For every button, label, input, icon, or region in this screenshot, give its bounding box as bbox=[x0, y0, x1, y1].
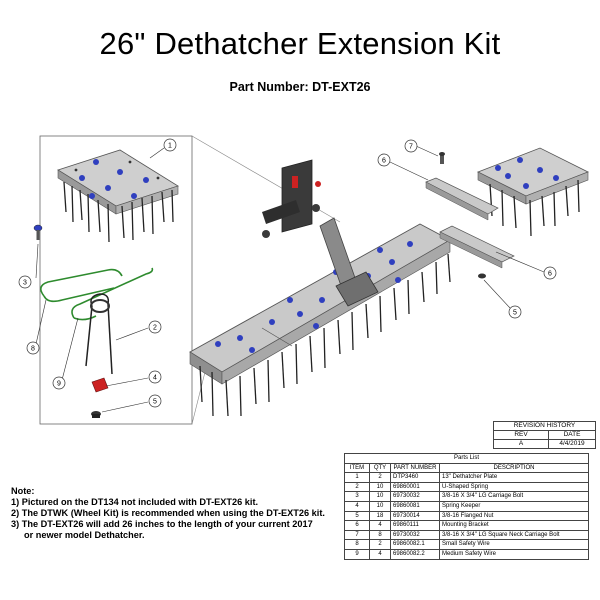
spring-keeper bbox=[92, 378, 108, 392]
callout-8-label: 8 bbox=[31, 345, 35, 353]
callout-5-right-label: 5 bbox=[513, 309, 517, 317]
parts-list-caption: Parts List bbox=[345, 454, 589, 464]
qty-cell: 2 bbox=[370, 473, 391, 483]
qty-cell: 8 bbox=[370, 530, 391, 540]
qty-cell: 10 bbox=[370, 482, 391, 492]
callout-1 bbox=[164, 139, 176, 151]
table-row bbox=[345, 530, 589, 540]
notes-block bbox=[11, 486, 325, 541]
callout-5 bbox=[149, 395, 161, 407]
item-cell: 8 bbox=[345, 540, 370, 550]
parts-list-table bbox=[344, 453, 589, 560]
part-number-cell: 69730032 bbox=[391, 492, 440, 502]
table-row bbox=[345, 501, 589, 511]
callout-2 bbox=[149, 321, 161, 333]
description-cell: 3/8-16 X 3/4" LG Carriage Bolt bbox=[440, 492, 589, 502]
item-cell: 2 bbox=[345, 482, 370, 492]
table-row bbox=[345, 482, 589, 492]
part-number-cell: 69860082.2 bbox=[391, 549, 440, 559]
callout-6-label: 6 bbox=[382, 157, 386, 165]
callout-3-label: 3 bbox=[23, 279, 27, 287]
extension-flanged-nut bbox=[478, 274, 486, 279]
part-number: Part Number: DT-EXT26 bbox=[229, 80, 371, 94]
note-line: or newer model Dethatcher. bbox=[24, 530, 145, 540]
description-cell: Mounting Bracket bbox=[440, 521, 589, 531]
callout-8 bbox=[27, 342, 39, 354]
item-header: ITEM bbox=[345, 463, 370, 473]
extension-plate bbox=[478, 148, 588, 236]
item-cell: 6 bbox=[345, 521, 370, 531]
revision-history-table bbox=[493, 421, 596, 449]
square-neck-bolt bbox=[439, 152, 445, 164]
table-row bbox=[345, 492, 589, 502]
description-cell: U-Shaped Spring bbox=[440, 482, 589, 492]
description-cell: 3/8-16 Flanged Nut bbox=[440, 511, 589, 521]
item-cell: 9 bbox=[345, 549, 370, 559]
table-row bbox=[345, 521, 589, 531]
note-line: 2) The DTWK (Wheel Kit) is recommended when using the DT-EXT26 kit. bbox=[11, 508, 325, 518]
page-title: 26" Dethatcher Extension Kit bbox=[99, 26, 501, 61]
callout-3 bbox=[19, 276, 31, 288]
notes-heading: Note: bbox=[11, 486, 35, 496]
rev-header: REV bbox=[494, 431, 549, 440]
item-cell: 3 bbox=[345, 492, 370, 502]
callout-9-label: 9 bbox=[57, 380, 61, 388]
callout-6-right bbox=[544, 267, 556, 279]
rev-value: A bbox=[494, 440, 549, 449]
u-shaped-spring bbox=[86, 294, 112, 374]
detail-carriage-bolt bbox=[34, 225, 42, 240]
description-cell: Small Safety Wire bbox=[440, 540, 589, 550]
table-row bbox=[345, 511, 589, 521]
date-header: DATE bbox=[549, 431, 596, 440]
part-number-header: PART NUMBER bbox=[391, 463, 440, 473]
part-number-cell: DTP3460 bbox=[391, 473, 440, 483]
item-cell: 1 bbox=[345, 473, 370, 483]
callout-7 bbox=[405, 140, 417, 152]
qty-header: QTY bbox=[370, 463, 391, 473]
qty-cell: 18 bbox=[370, 511, 391, 521]
part-number-cell: 69860081 bbox=[391, 501, 440, 511]
part-number-cell: 69860111 bbox=[391, 521, 440, 531]
callout-2-label: 2 bbox=[153, 324, 157, 332]
callout-1-label: 1 bbox=[168, 142, 172, 150]
callout-5-label: 5 bbox=[153, 398, 157, 406]
description-cell: 13" Dethatcher Plate bbox=[440, 473, 589, 483]
table-row bbox=[345, 473, 589, 483]
note-line: 3) The DT-EXT26 will add 26 inches to the length of your current 2017 bbox=[11, 519, 313, 529]
qty-cell: 10 bbox=[370, 492, 391, 502]
revision-history-caption: REVISION HISTORY bbox=[494, 422, 596, 431]
detail-plate bbox=[58, 150, 178, 242]
description-cell: Medium Safety Wire bbox=[440, 549, 589, 559]
callout-4 bbox=[149, 371, 161, 383]
item-cell: 5 bbox=[345, 511, 370, 521]
callout-5-right bbox=[509, 306, 521, 318]
detail-flanged-nut bbox=[91, 411, 101, 418]
part-number-cell: 69860082.1 bbox=[391, 540, 440, 550]
qty-cell: 10 bbox=[370, 501, 391, 511]
qty-cell: 4 bbox=[370, 521, 391, 531]
main-dethatcher bbox=[190, 224, 450, 416]
date-value: 4/4/2019 bbox=[549, 440, 596, 449]
part-number-cell: 69730014 bbox=[391, 511, 440, 521]
callout-6 bbox=[378, 154, 390, 166]
part-number-cell: 69860001 bbox=[391, 482, 440, 492]
description-cell: Spring Keeper bbox=[440, 501, 589, 511]
qty-cell: 2 bbox=[370, 540, 391, 550]
description-cell: 3/8-16 X 3/4" LG Square Neck Carriage Bolt bbox=[440, 530, 589, 540]
part-number-cell: 69730032 bbox=[391, 530, 440, 540]
qty-cell: 4 bbox=[370, 549, 391, 559]
note-line: 1) Pictured on the DT134 not included with DT-EXT26 kit. bbox=[11, 497, 259, 507]
mounting-bracket-lower bbox=[440, 226, 514, 268]
callout-6-right-label: 6 bbox=[548, 270, 552, 278]
table-row bbox=[345, 549, 589, 559]
callout-4-label: 4 bbox=[153, 374, 157, 382]
revision-row bbox=[494, 440, 596, 449]
item-cell: 4 bbox=[345, 501, 370, 511]
table-row bbox=[345, 540, 589, 550]
callout-9 bbox=[53, 377, 65, 389]
item-cell: 7 bbox=[345, 530, 370, 540]
callout-7-label: 7 bbox=[409, 143, 413, 151]
description-header: DESCRIPTION bbox=[440, 463, 589, 473]
